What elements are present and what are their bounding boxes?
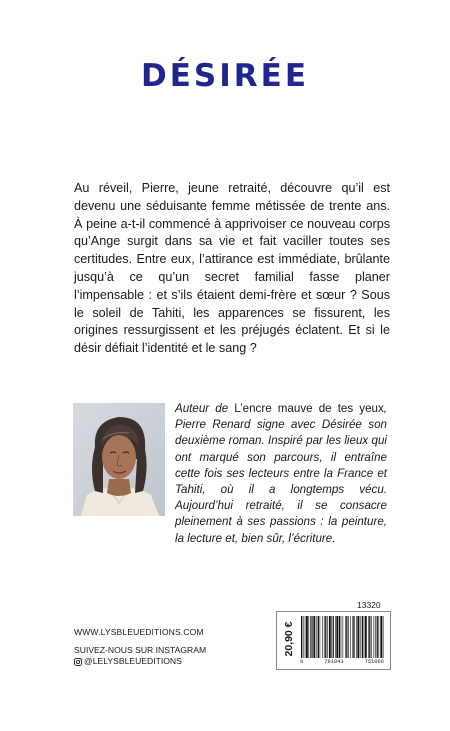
barcode-bar (343, 616, 344, 658)
previous-book-title: L’encre mauve de tes yeux (234, 402, 384, 415)
barcode-bar (335, 616, 336, 658)
barcode-bar (312, 616, 313, 658)
price-label: 20,90 € (283, 621, 295, 657)
isbn-prefix: 9 (300, 659, 304, 665)
barcode-bar (380, 616, 382, 658)
barcode-bar (336, 616, 338, 658)
barcode-bar (333, 616, 334, 658)
barcode-bar (322, 616, 323, 658)
author-photo (73, 403, 165, 516)
follow-label: SUIVEZ-NOUS SUR INSTAGRAM (74, 645, 207, 655)
barcode-bar (356, 616, 357, 658)
barcode-bar (305, 616, 306, 658)
isbn-group-1: 791043 (324, 659, 344, 665)
isbn-barcode (300, 616, 384, 658)
barcode-bar (317, 616, 318, 658)
barcode-bar (301, 616, 302, 658)
author-bio (175, 401, 387, 547)
barcode-bar (303, 616, 304, 658)
barcode-bar (365, 616, 367, 658)
barcode-bar (383, 616, 384, 658)
instagram-link[interactable] (74, 656, 206, 667)
instagram-handle: @LELYSBLEUEDITIONS (84, 656, 182, 666)
barcode-bar (350, 616, 351, 658)
barcode-bar (364, 616, 365, 658)
barcode-bar (375, 616, 376, 658)
barcode-bar (379, 616, 380, 658)
publisher-website[interactable]: WWW.LYSBLEUEDITIONS.COM (74, 627, 204, 637)
barcode-bar (368, 616, 369, 658)
reference-number: 13320 (357, 600, 381, 610)
bio-lead-in: Auteur de (175, 402, 235, 415)
barcode-bar (318, 616, 319, 658)
barcode-bar (306, 616, 308, 658)
barcode-bar (354, 616, 355, 658)
barcode-bar (345, 616, 346, 658)
bio-text: , Pierre Renard signe avec Désirée son deuxième roman. Inspiré par les lieux qui ont marqué son parcours, il entraîne cette fois ses lecteurs entre la France et Tahiti, où il a longtemps vécu. Aujourd’hui retraité, il se consacre pleinement à ses passions : la peinture, la lecture et, bien sûr, l’écriture. (175, 402, 387, 545)
barcode-bar (320, 616, 321, 658)
barcode-bar (352, 616, 353, 658)
barcode-bar (374, 616, 375, 658)
barcode-bar (341, 616, 342, 658)
barcode-bar (371, 616, 372, 658)
barcode-bar (357, 616, 359, 658)
book-title: DÉSIRÉE (141, 58, 309, 94)
barcode-bar (325, 616, 326, 658)
barcode-bar (339, 616, 340, 658)
barcode-bar (369, 616, 370, 658)
barcode-bar (360, 616, 361, 658)
social-block (74, 645, 206, 667)
barcode-bar (308, 616, 309, 658)
barcode-bar (331, 616, 332, 658)
barcode-bar (362, 616, 363, 658)
barcode-bar (313, 616, 315, 658)
barcode-bar (324, 616, 325, 658)
book-blurb: Au réveil, Pierre, jeune retraité, découvre qu’il est devenu une séduisante femme métissée de trente ans. À peine a-t-il commencé à apprivoiser ce nouveau corps qu’Ange surgit dans sa vie et fait vaciller toutes ses certitudes. Entre eux, l’attirance est immédiate, brûlante jusqu’à ce qu’un secret familial fasse planer l’impensable : et s’ils étaient demi-frère et sœur ? Sous le soleil de Tahiti, les apparences se fissurent, les origines ressurgissent et les préjugés éclatent. Et si le désir défiait l’identité et le sang ? (74, 181, 390, 356)
barcode-bar (377, 616, 378, 658)
isbn-digits (300, 659, 384, 665)
barcode-bar (310, 616, 311, 658)
barcode-bar (348, 616, 349, 658)
isbn-group-2: 751066 (364, 659, 384, 665)
barcode-bar (327, 616, 328, 658)
barcode-bar (346, 616, 347, 658)
instagram-icon (74, 658, 82, 666)
barcode-bar (329, 616, 331, 658)
